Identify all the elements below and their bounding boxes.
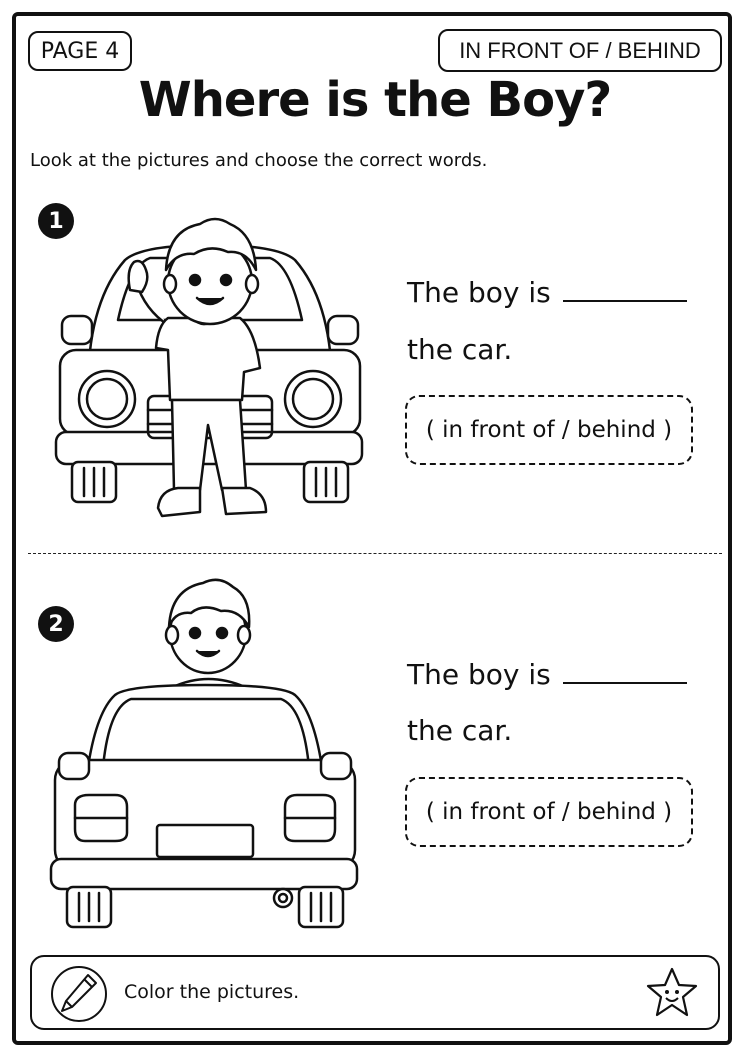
question-1-choices[interactable]: ( in front of / behind ) [405, 395, 693, 465]
question-1-line-2: the car. [407, 333, 513, 366]
instructions: Look at the pictures and choose the correct words. [30, 150, 488, 171]
question-1-line-1 [407, 274, 687, 309]
page-number-tag: PAGE 4 [28, 31, 132, 71]
footer-instruction: Color the pictures. [124, 981, 300, 1003]
topic-tag: IN FRONT OF / BEHIND [438, 29, 722, 72]
smiling-star-icon [644, 965, 700, 1021]
question-1-answer-blank[interactable] [563, 274, 687, 302]
pencil-icon [50, 965, 108, 1023]
boy-in-front-of-car-image [50, 200, 370, 525]
section-divider [28, 553, 722, 554]
page-title: Where is the Boy? [138, 72, 612, 128]
footer-box [30, 955, 720, 1030]
question-1-sentence-start: The boy is [407, 276, 551, 309]
question-2-sentence-start: The boy is [407, 658, 551, 691]
boy-behind-car-image [45, 575, 365, 935]
question-2-line-1 [407, 656, 687, 691]
question-2-number: 2 [38, 606, 74, 642]
question-2-choices[interactable]: ( in front of / behind ) [405, 777, 693, 847]
question-2-line-2: the car. [407, 714, 513, 747]
question-1-number: 1 [38, 203, 74, 239]
question-2-answer-blank[interactable] [563, 656, 687, 684]
